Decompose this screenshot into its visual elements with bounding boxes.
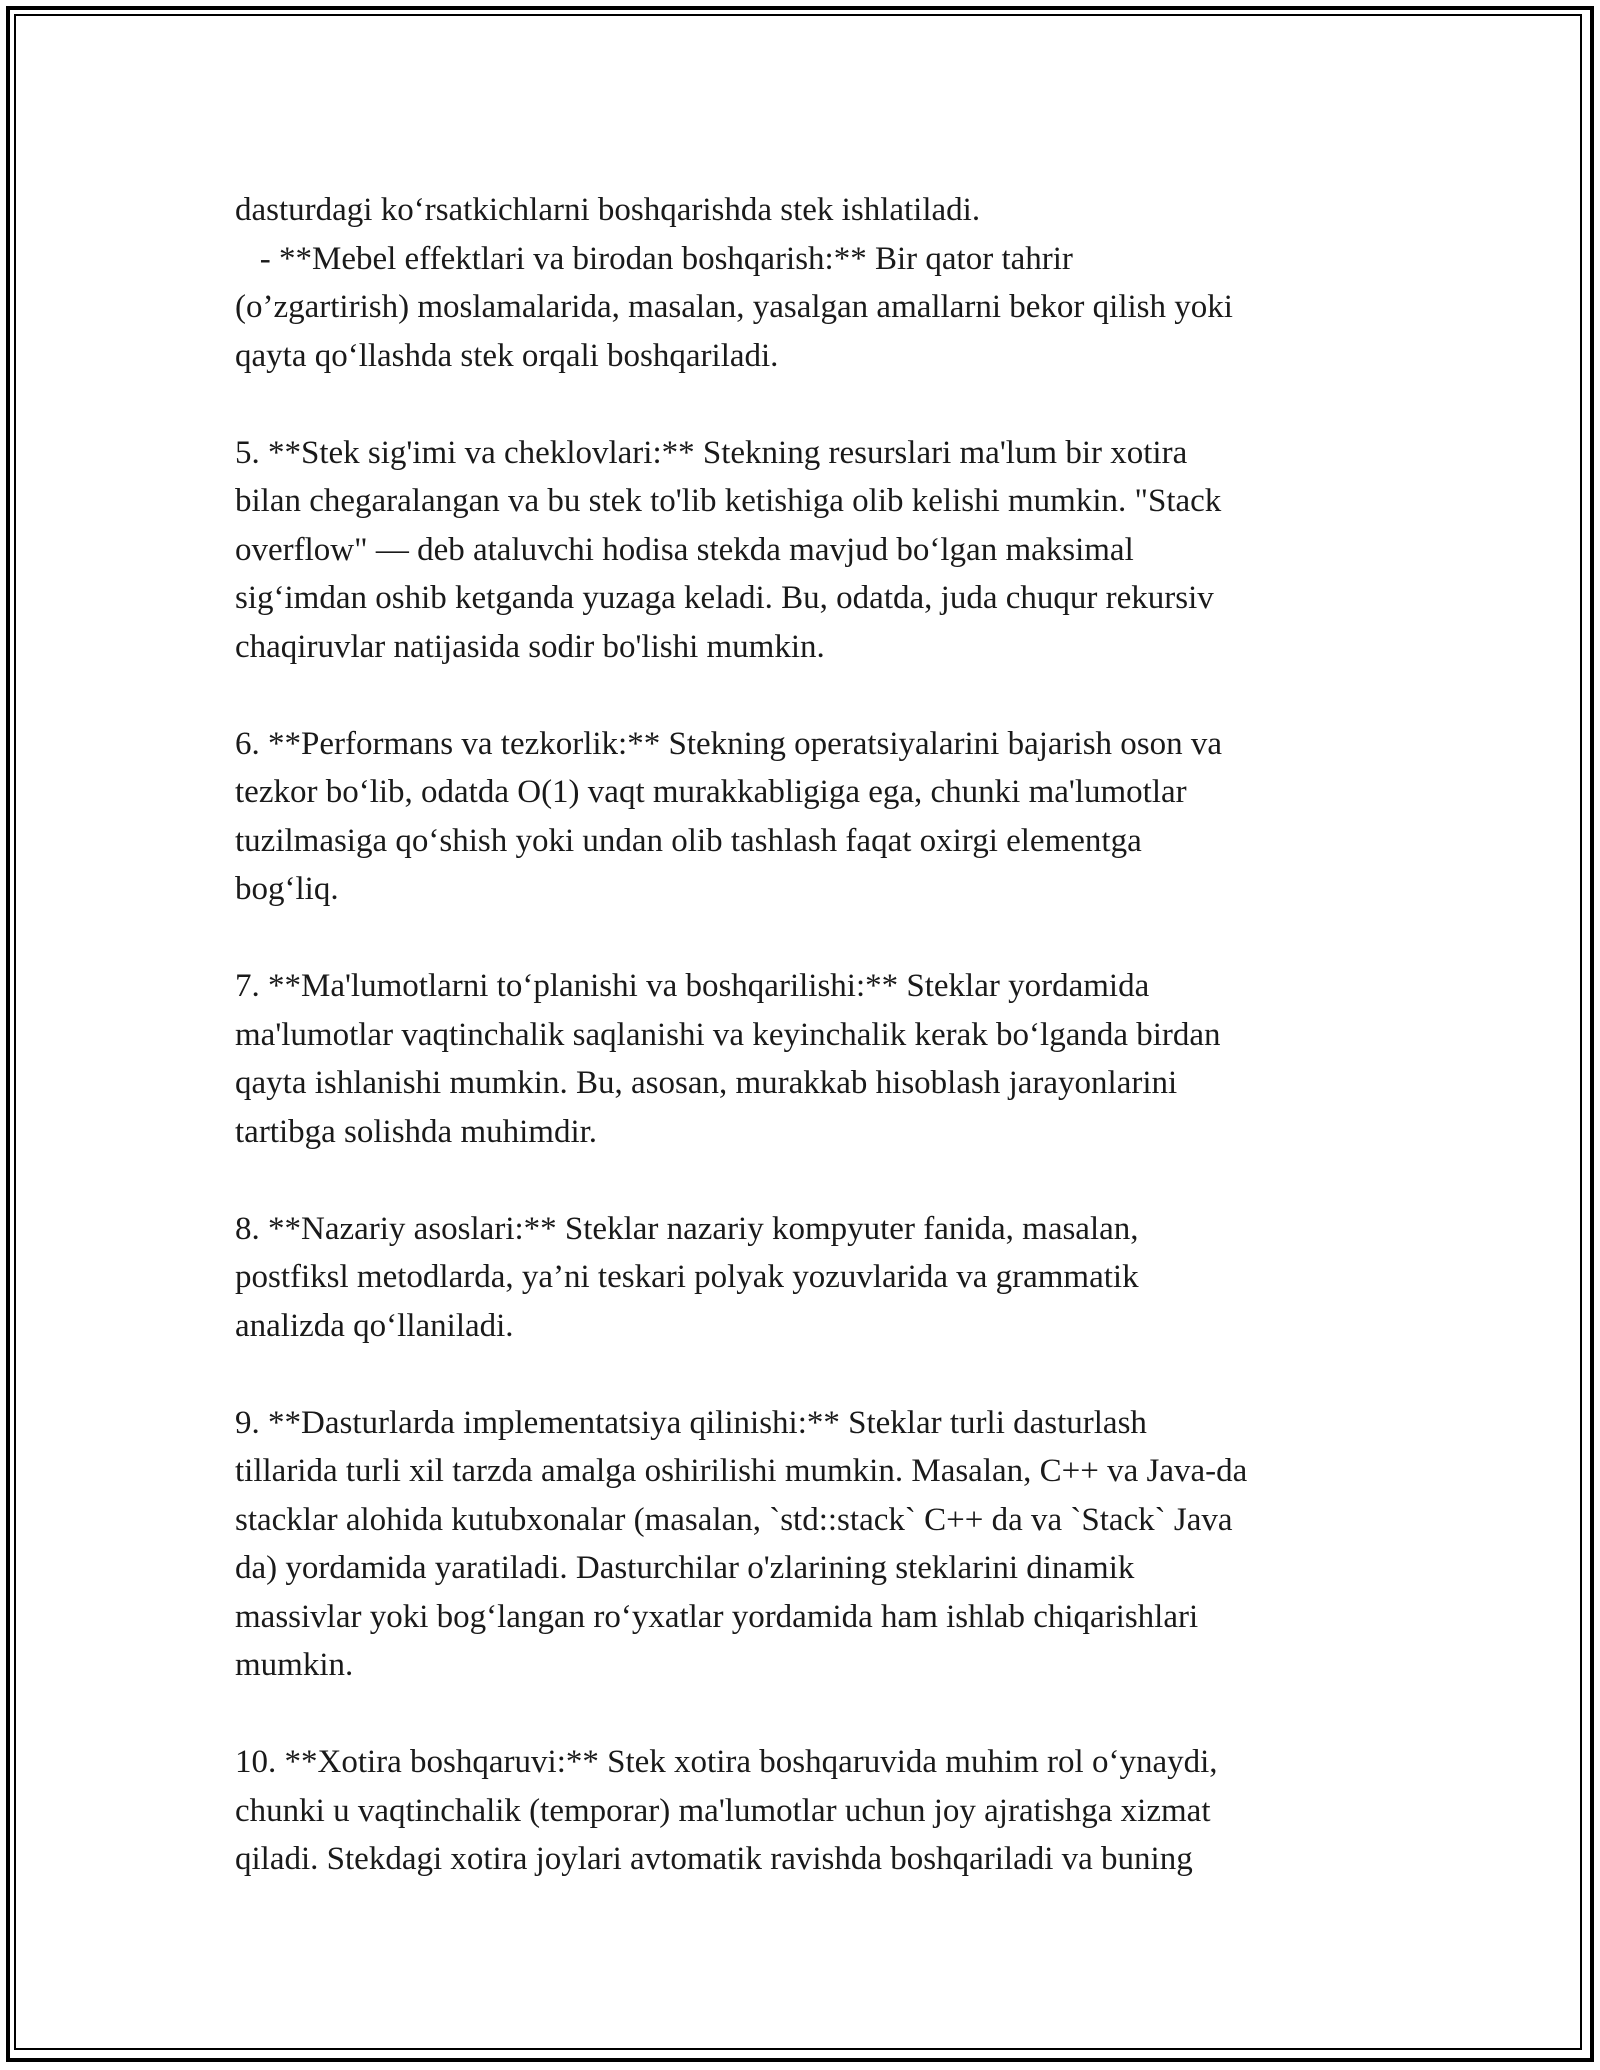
paragraph-item-9 bbox=[235, 1399, 1365, 1690]
text-line: tezkor boʻlib, odatda O(1) vaqt murakkabligiga ega, chunki ma'lumotlar bbox=[235, 774, 1187, 810]
text-line: qayta ishlanishi mumkin. Bu, asosan, murakkab hisoblash jarayonlarini bbox=[235, 1065, 1178, 1101]
text-line: tartibga solishda muhimdir. bbox=[235, 1113, 598, 1150]
text-line: bogʻliq. bbox=[235, 871, 339, 907]
text-line: tillarida turli xil tarzda amalga oshirilishi mumkin. Masalan, C++ va Java-da bbox=[235, 1453, 1248, 1489]
text-line: sigʻimdan oshib ketganda yuzaga keladi. Bu, odatda, juda chuqur rekursiv bbox=[235, 580, 1214, 616]
text-line: postfiksl metodlarda, ya’ni teskari polyak yozuvlarida va grammatik bbox=[235, 1259, 1139, 1295]
text-line: da) yordamida yaratiladi. Dasturchilar o'zlarining steklarini dinamik bbox=[235, 1550, 1135, 1586]
text-line: tuzilmasiga qoʻshish yoki undan olib tashlash faqat oxirgi elementga bbox=[235, 822, 1142, 859]
text-line: stacklar alohida kutubxonalar (masalan, `std::stack` C++ da va `Stack` Java bbox=[235, 1501, 1233, 1538]
text-line: (o’zgartirish) moslamalarida, masalan, yasalgan amallarni bekor qilish yoki bbox=[235, 289, 1233, 325]
paragraph-item-10 bbox=[235, 1738, 1365, 1884]
text-line: qiladi. Stekdagi xotira joylari avtomatik ravishda boshqariladi va buning bbox=[235, 1841, 1193, 1877]
paragraph-item-5 bbox=[235, 429, 1365, 672]
text-line: 10. **Xotira boshqaruvi:** Stek xotira boshqaruvida muhim rol oʻynaydi, bbox=[235, 1744, 1218, 1780]
text-line: 6. **Performans va tezkorlik:** Stekning operatsiyalarini bajarish oson va bbox=[235, 725, 1223, 762]
text-line: - **Mebel effektlari va birodan boshqarish:** Bir qator tahrir bbox=[235, 240, 1073, 277]
text-line: bilan chegaralangan va bu stek to'lib ketishiga olib kelishi mumkin. "Stack bbox=[235, 483, 1222, 519]
text-line: qayta qoʻllashda stek orqali boshqariladi. bbox=[235, 337, 779, 374]
text-line: mumkin. bbox=[235, 1647, 354, 1683]
text-line: 5. **Stek sig'imi va cheklovlari:** Stekning resurslari ma'lum bir xotira bbox=[235, 434, 1188, 471]
text-line: chaqiruvlar natijasida sodir bo'lishi mumkin. bbox=[235, 628, 825, 665]
paragraph-item-8 bbox=[235, 1205, 1365, 1351]
text-line: ma'lumotlar vaqtinchalik saqlanishi va keyinchalik kerak boʻlganda birdan bbox=[235, 1016, 1221, 1053]
paragraph-continuation bbox=[235, 186, 1365, 380]
text-line: 8. **Nazariy asoslari:** Steklar nazariy kompyuter fanida, masalan, bbox=[235, 1210, 1139, 1247]
paragraph-item-7 bbox=[235, 962, 1365, 1156]
text-line: massivlar yoki bogʻlangan roʻyxatlar yordamida ham ishlab chiqarishlari bbox=[235, 1598, 1199, 1635]
document-body bbox=[235, 186, 1365, 1932]
text-line: overflow" — deb ataluvchi hodisa stekda mavjud boʻlgan maksimal bbox=[235, 531, 1134, 568]
paragraph-item-6 bbox=[235, 720, 1365, 914]
text-line: 9. **Dasturlarda implementatsiya qilinishi:** Steklar turli dasturlash bbox=[235, 1404, 1147, 1441]
text-line: chunki u vaqtinchalik (temporar) ma'lumotlar uchun joy ajratishga xizmat bbox=[235, 1792, 1211, 1829]
text-line: dasturdagi koʻrsatkichlarni boshqarishda stek ishlatiladi. bbox=[235, 192, 981, 228]
text-line: analizda qoʻllaniladi. bbox=[235, 1307, 514, 1344]
text-line: 7. **Ma'lumotlarni toʻplanishi va boshqarilishi:** Steklar yordamida bbox=[235, 968, 1150, 1004]
